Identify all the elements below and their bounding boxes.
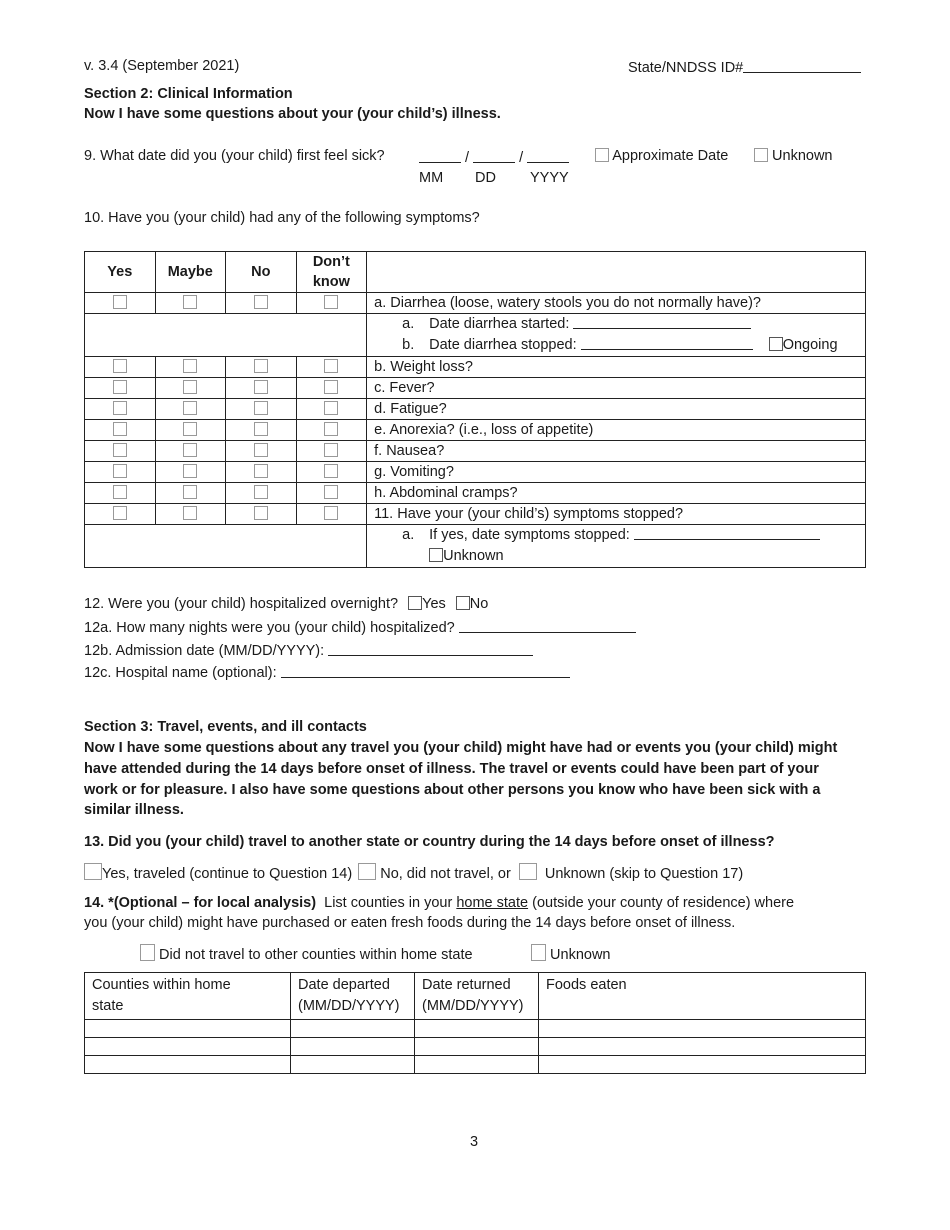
symptoms-stopped-detail: a. If yes, date symptoms stopped: Unknown xyxy=(367,525,866,568)
checkbox[interactable] xyxy=(324,401,338,415)
counties-table xyxy=(84,972,866,1074)
diarrhea-dates: a. Date diarrhea started: b. Date diarrhea stopped: Ongoing xyxy=(367,314,866,357)
checkbox[interactable] xyxy=(183,506,197,520)
q13-unknown-option[interactable]: Unknown (skip to Question 17) xyxy=(519,866,743,882)
symptom-label: g. Vomiting? xyxy=(367,462,866,483)
q12c-row: 12c. Hospital name (optional): xyxy=(84,663,570,681)
checkbox[interactable] xyxy=(324,485,338,499)
q12c-field[interactable] xyxy=(281,663,570,678)
checkbox[interactable] xyxy=(254,359,268,373)
q12-question: 12. Were you (your child) hospitalized overnight? xyxy=(84,596,399,612)
symptom-label: f. Nausea? xyxy=(367,441,866,462)
checkbox[interactable] xyxy=(113,485,127,499)
section3-title: Section 3: Travel, events, and ill contacts xyxy=(84,719,367,735)
q9-unknown-checkbox[interactable] xyxy=(754,148,768,162)
q13-unknown-checkbox[interactable] xyxy=(519,863,537,880)
q9-question: 9. What date did you (your child) first feel sick? xyxy=(84,148,385,164)
checkbox[interactable] xyxy=(254,485,268,499)
checkbox[interactable] xyxy=(183,464,197,478)
section3-intro-4: similar illness. xyxy=(84,802,184,818)
checkbox[interactable] xyxy=(183,401,197,415)
table-row xyxy=(85,504,866,525)
checkbox[interactable] xyxy=(183,295,197,309)
q12a-field[interactable] xyxy=(459,618,636,633)
q9-mm-label: MM xyxy=(419,170,444,186)
checkbox[interactable] xyxy=(113,443,127,457)
col-dont-know: Don’t know xyxy=(296,252,367,293)
checkbox[interactable] xyxy=(324,422,338,436)
checkbox[interactable] xyxy=(183,380,197,394)
unknown-checkbox[interactable] xyxy=(429,548,443,562)
table-row xyxy=(85,462,866,483)
checkbox[interactable] xyxy=(324,295,338,309)
q13-question: 13. Did you (your child) travel to another state or country during the 14 days before onset of illness? xyxy=(84,834,775,850)
ongoing-option[interactable]: Ongoing xyxy=(769,337,838,353)
checkbox[interactable] xyxy=(183,422,197,436)
col-date-returned: Date returned (MM/DD/YYYY) xyxy=(415,973,539,1020)
checkbox[interactable] xyxy=(113,401,127,415)
page-number: 3 xyxy=(470,1134,479,1150)
q12b-field[interactable] xyxy=(328,641,533,656)
q9-date-fields: / / xyxy=(419,148,569,166)
symptom-label: d. Fatigue? xyxy=(367,399,866,420)
diarrhea-start-field[interactable] xyxy=(573,314,751,329)
q13-no-option[interactable]: No, did not travel, or xyxy=(358,866,511,882)
checkbox[interactable] xyxy=(324,464,338,478)
table-row xyxy=(85,441,866,462)
col-question xyxy=(367,252,866,293)
table-row xyxy=(85,525,866,568)
table-row xyxy=(85,293,866,314)
q9-unknown-option[interactable]: Unknown xyxy=(754,148,832,164)
col-no: No xyxy=(226,252,297,293)
col-date-departed: Date departed (MM/DD/YYYY) xyxy=(291,973,415,1020)
checkbox[interactable] xyxy=(254,380,268,394)
symptom-label: h. Abdominal cramps? xyxy=(367,483,866,504)
q9-dd-label: DD xyxy=(475,170,496,186)
checkbox[interactable] xyxy=(254,506,268,520)
q14-line1: 14. *(Optional – for local analysis) List counties in your home state (outside your county of residence) where xyxy=(84,895,795,911)
symptom-label: c. Fever? xyxy=(367,378,866,399)
state-id-field[interactable] xyxy=(743,58,861,73)
q14-did-not-travel-option[interactable]: Did not travel to other counties within home state xyxy=(140,944,473,963)
q9-approx-option[interactable]: Approximate Date xyxy=(595,148,728,164)
symptoms-stopped-field[interactable] xyxy=(634,525,820,540)
section2-intro: Now I have some questions about your (your child’s) illness. xyxy=(84,106,501,122)
q9-month-field[interactable] xyxy=(419,148,461,163)
symptom-label: b. Weight loss? xyxy=(367,357,866,378)
section2-title: Section 2: Clinical Information xyxy=(84,86,293,102)
checkbox[interactable] xyxy=(254,464,268,478)
q14-unknown-option[interactable]: Unknown xyxy=(531,944,610,963)
col-yes: Yes xyxy=(85,252,156,293)
table-row xyxy=(85,357,866,378)
checkbox[interactable] xyxy=(324,359,338,373)
checkbox[interactable] xyxy=(324,380,338,394)
checkbox[interactable] xyxy=(254,295,268,309)
did-not-travel-checkbox[interactable] xyxy=(140,944,155,961)
col-counties: Counties within home state xyxy=(85,973,291,1020)
q12-row xyxy=(84,596,488,612)
q13-yes-option[interactable]: Yes, traveled (continue to Question 14) xyxy=(84,866,352,882)
section3-intro-2: have attended during the 14 days before onset of illness. The travel or events could have been part of your xyxy=(84,761,819,777)
checkbox[interactable] xyxy=(254,443,268,457)
table-row xyxy=(85,399,866,420)
state-id-label: State/NNDSS ID# xyxy=(628,58,861,76)
checkbox[interactable] xyxy=(113,380,127,394)
diarrhea-stop-field[interactable] xyxy=(581,335,753,350)
table-row xyxy=(85,1038,866,1056)
section3-intro-3: work or for pleasure. I also have some questions about other persons you know who have been sick with a xyxy=(84,782,821,798)
q9-day-field[interactable] xyxy=(473,148,515,163)
q12-no-checkbox[interactable] xyxy=(456,596,470,610)
symptom-label: e. Anorexia? (i.e., loss of appetite) xyxy=(367,420,866,441)
checkbox[interactable] xyxy=(113,295,127,309)
checkbox[interactable] xyxy=(113,422,127,436)
q9-yyyy-label: YYYY xyxy=(530,170,569,186)
col-foods-eaten: Foods eaten xyxy=(539,973,866,1020)
symptom-diarrhea: a. Diarrhea (loose, watery stools you do not normally have)? xyxy=(367,293,866,314)
ongoing-checkbox[interactable] xyxy=(769,337,783,351)
checkbox[interactable] xyxy=(324,443,338,457)
table-row xyxy=(85,420,866,441)
q13-no-checkbox[interactable] xyxy=(358,863,376,880)
q13-yes-checkbox[interactable] xyxy=(84,863,102,880)
q12a-row: 12a. How many nights were you (your child) hospitalized? xyxy=(84,618,636,636)
q12b-row: 12b. Admission date (MM/DD/YYYY): xyxy=(84,641,533,659)
section3-intro-1: Now I have some questions about any travel you (your child) might have had or events you (your child) might xyxy=(84,740,838,756)
q12-yes-option[interactable]: Yes xyxy=(408,596,446,612)
q9-year-field[interactable] xyxy=(527,148,569,163)
q12-yes-checkbox[interactable] xyxy=(408,596,422,610)
symptoms-table xyxy=(84,251,866,568)
checkbox[interactable] xyxy=(254,401,268,415)
checkbox[interactable] xyxy=(113,464,127,478)
table-row xyxy=(85,378,866,399)
col-maybe: Maybe xyxy=(155,252,226,293)
table-row xyxy=(85,483,866,504)
checkbox[interactable] xyxy=(183,485,197,499)
checkbox[interactable] xyxy=(113,359,127,373)
q14-line2: you (your child) might have purchased or eaten fresh foods during the 14 days before onset of illness. xyxy=(84,915,736,931)
table-row xyxy=(85,314,866,357)
symptoms-stopped-unknown[interactable]: Unknown xyxy=(402,546,865,567)
checkbox[interactable] xyxy=(183,443,197,457)
q14-unknown-checkbox[interactable] xyxy=(531,944,546,961)
table-row xyxy=(85,1056,866,1074)
q10-question: 10. Have you (your child) had any of the following symptoms? xyxy=(84,210,480,226)
checkbox[interactable] xyxy=(254,422,268,436)
q13-options xyxy=(84,863,743,882)
q11-label: 11. Have your (your child’s) symptoms stopped? xyxy=(367,504,866,525)
checkbox[interactable] xyxy=(183,359,197,373)
checkbox[interactable] xyxy=(324,506,338,520)
version-label: v. 3.4 (September 2021) xyxy=(84,58,240,74)
q12-no-option[interactable]: No xyxy=(456,596,489,612)
checkbox[interactable] xyxy=(113,506,127,520)
q9-approx-checkbox[interactable] xyxy=(595,148,609,162)
table-row xyxy=(85,1020,866,1038)
